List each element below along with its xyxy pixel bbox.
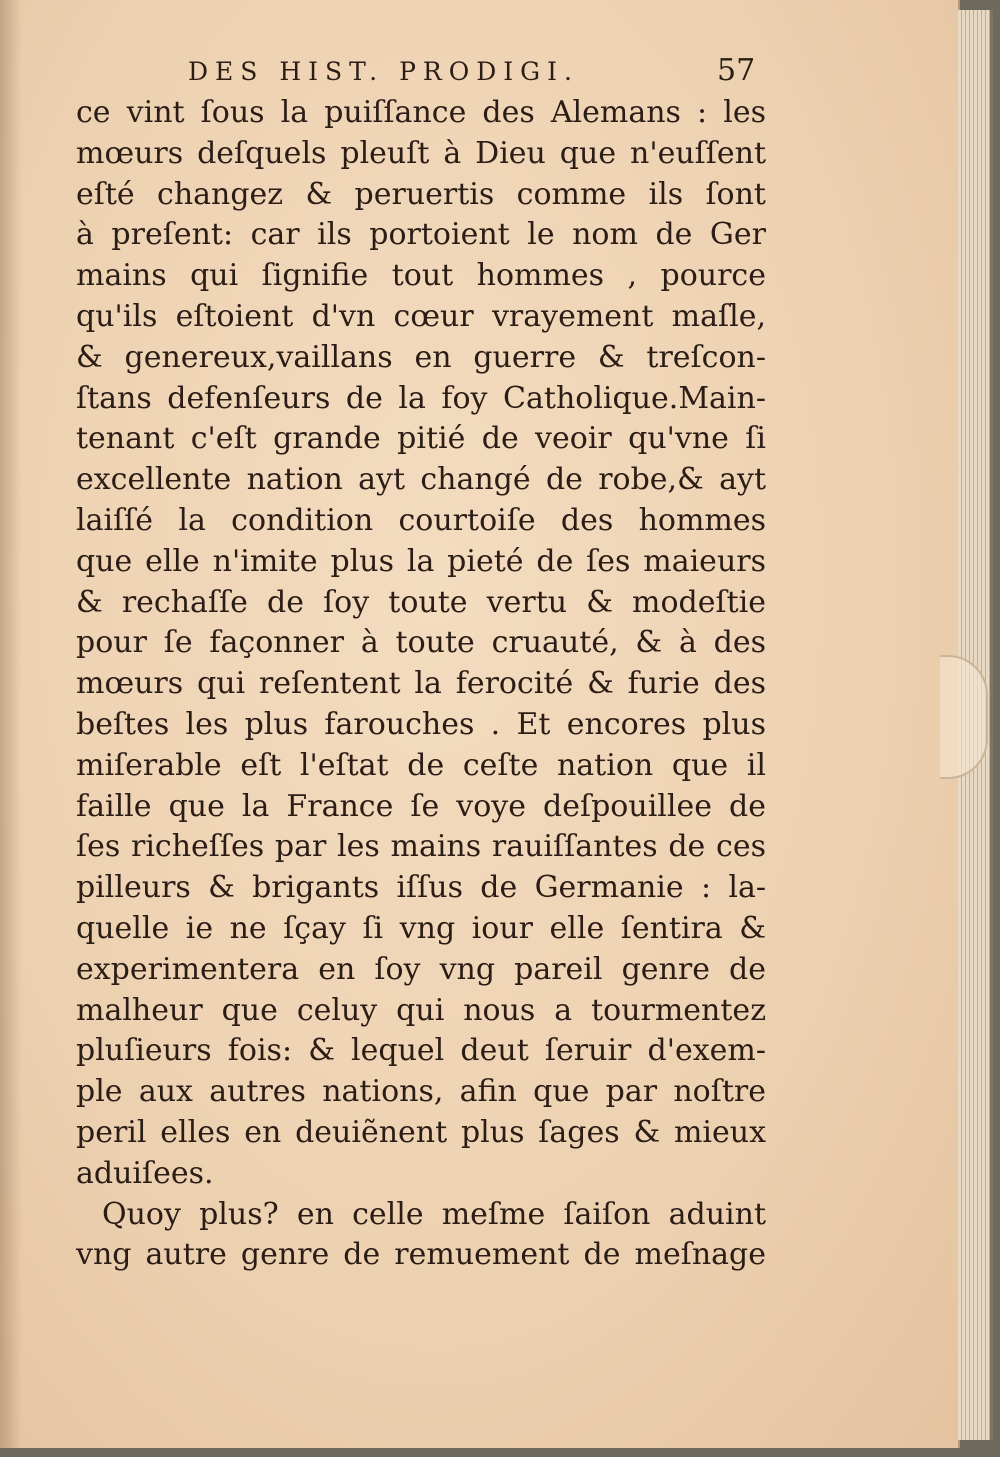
text-line: peril elles en deuiẽnent plus ſages & mieux bbox=[76, 1114, 766, 1150]
text-line: malheur que celuy qui nous a tourmentez bbox=[76, 992, 766, 1028]
text-line: pilleurs & brigants iſſus de Germanie : la- bbox=[76, 870, 766, 906]
text-line: quelle ie ne ſçay ſi vng iour elle ſentira & bbox=[76, 910, 766, 946]
text-line: laiſſé la condition courtoiſe des hommes bbox=[76, 502, 766, 538]
paragraph-start-line: Quoy plus? en celle meſme ſaiſon aduint bbox=[102, 1196, 766, 1232]
text-line: experimentera en ſoy vng pareil genre de bbox=[76, 951, 766, 987]
running-head: DES HIST. PRODIGI. bbox=[188, 57, 579, 86]
text-line: pluſieurs fois: & lequel deut ſeruir d'exem- bbox=[76, 1033, 766, 1069]
text-line: vng autre genre de remuement de meſnage bbox=[76, 1237, 766, 1273]
text-line: excellente nation ayt changé de robe,& ayt bbox=[76, 462, 766, 498]
text-line: mœurs deſquels pleuſt à Dieu que n'euſſent bbox=[76, 135, 766, 171]
text-line: aduiſees. bbox=[76, 1155, 214, 1191]
text-line: ſes richeſſes par les mains rauiſſantes de ces bbox=[76, 829, 766, 865]
page-header bbox=[180, 55, 770, 95]
text-line: & rechaſſe de ſoy toute vertu & modeſtie bbox=[76, 584, 766, 620]
text-line: ce vint ſous la puiſſance des Alemans : les bbox=[76, 95, 766, 130]
text-line: pour ſe façonner à toute cruauté, & à des bbox=[76, 625, 766, 661]
text-line: que elle n'imite plus la pieté de ſes maieurs bbox=[76, 543, 766, 579]
text-line: ple aux autres nations, afin que par noſtre bbox=[76, 1074, 766, 1110]
text-line: mœurs qui reſentent la ferocité & furie des bbox=[76, 666, 766, 702]
text-line: & genereux,vaillans en guerre & treſcon- bbox=[76, 339, 766, 375]
text-line: faille que la France ſe voye deſpouillee de bbox=[76, 788, 766, 824]
body-text bbox=[76, 93, 766, 1276]
text-line: qu'ils eſtoient d'vn cœur vrayement maſle, bbox=[76, 298, 766, 334]
page-number: 57 bbox=[717, 53, 756, 88]
text-line: miſerable eſt l'eſtat de ceſte nation que il bbox=[76, 747, 766, 783]
text-line: mains qui ſignifie tout hommes , pource bbox=[76, 258, 766, 294]
text-line: tenant c'eſt grande pitié de veoir qu'vne ſi bbox=[76, 421, 766, 457]
text-line: ſtans defenſeurs de la foy Catholique.Main- bbox=[76, 380, 766, 416]
text-line: à preſent: car ils portoient le nom de Ger bbox=[76, 217, 766, 253]
text-line: beſtes les plus farouches . Et encores plus bbox=[76, 706, 766, 742]
page-tab-notch bbox=[940, 655, 988, 779]
text-line: eſté changez & peruertis comme ils ſont bbox=[76, 176, 766, 212]
gutter-shadow bbox=[0, 0, 22, 1448]
